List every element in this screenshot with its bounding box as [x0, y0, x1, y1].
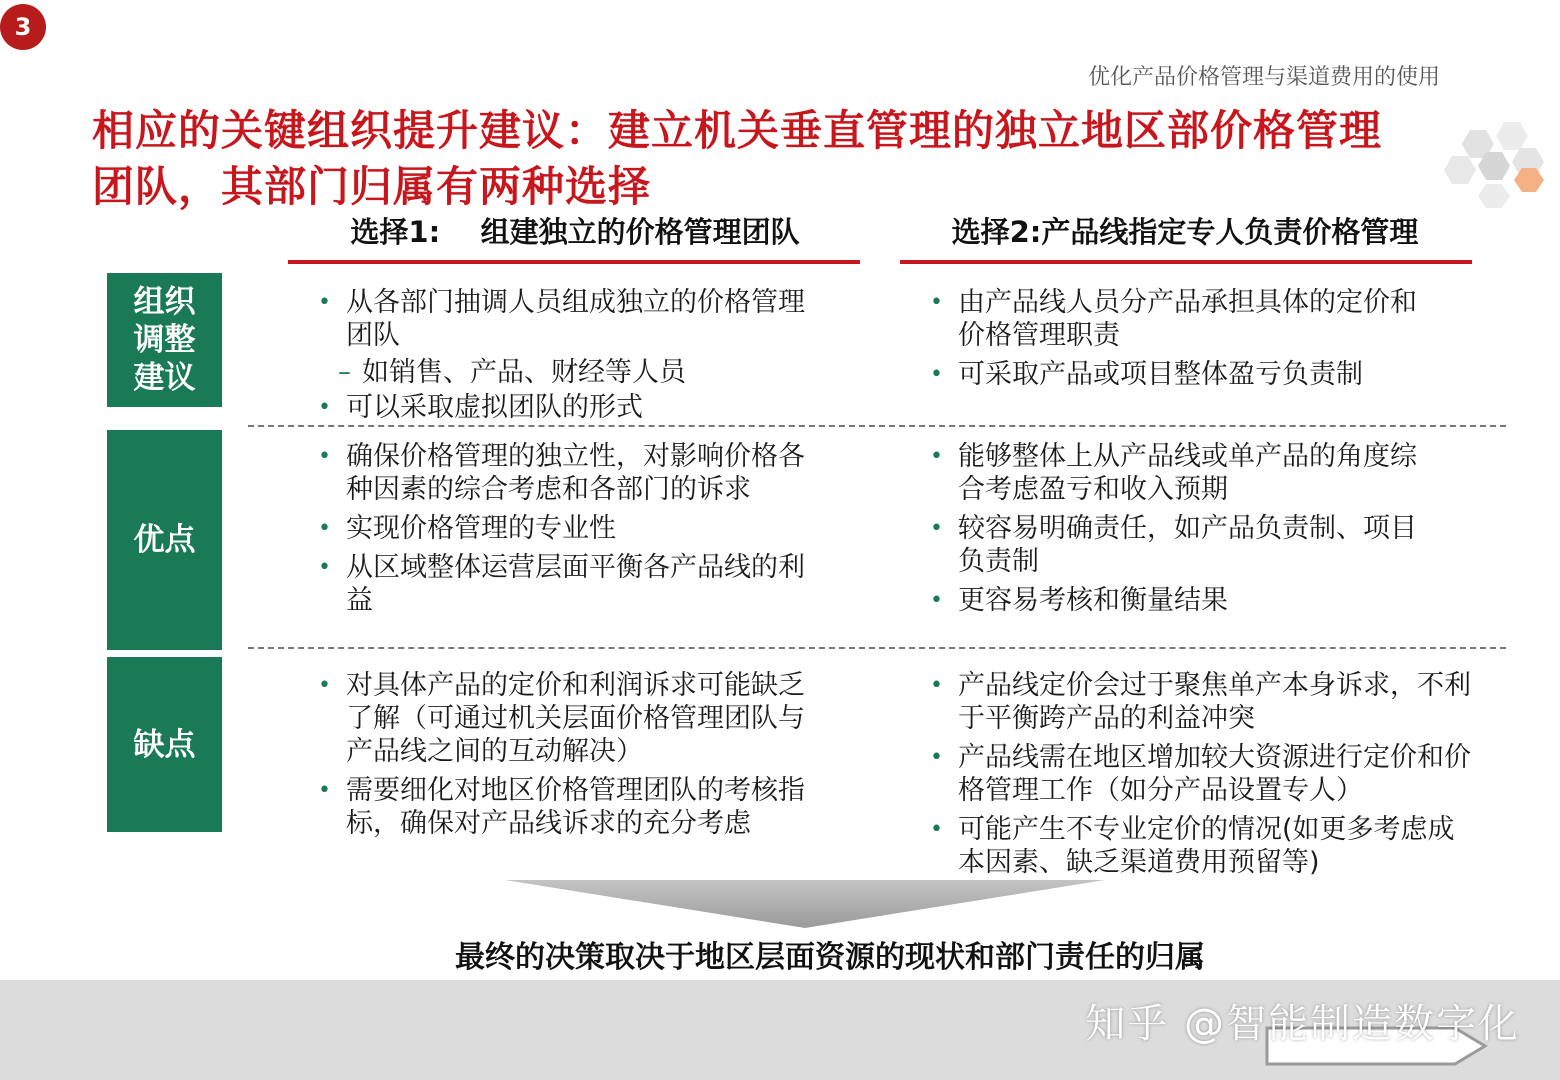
list-item: • 由产品线人员分产品承担具体的定价和价格管理职责 [930, 286, 1440, 352]
list-item: • 对具体产品的定价和利润诉求可能缺乏了解（可通过机关层面价格管理团队与产品线之间的互动解决） [318, 669, 823, 768]
list-item: • 能够整体上从产品线或单产品的角度综合考虑盈亏和收入预期 [930, 440, 1440, 506]
list-item: • 产品线需在地区增加较大资源进行定价和价格管理工作（如分产品设置专人） [930, 741, 1475, 807]
cons-option-2-cell [930, 669, 1475, 885]
list-item: • 从各部门抽调人员组成独立的价格管理团队 [318, 286, 823, 352]
row-label-organization: 组织调整建议 [107, 273, 222, 407]
pros-option-2-cell [930, 440, 1440, 623]
organization-option-2-cell [930, 286, 1440, 397]
list-item: • 确保价格管理的独立性，对影响价格各种因素的综合考虑和各部门的诉求 [318, 440, 823, 506]
cons-option-1-cell [318, 669, 823, 846]
hexagon-logo-icon [1440, 118, 1550, 213]
watermark-text: 知乎 @智能制造数字化 [1085, 1001, 1520, 1047]
option-2-heading: 选择2:产品线指定专人负责价格管理 [951, 215, 1419, 249]
slide-title: 相应的关键组织提升建议：建立机关垂直管理的独立地区部价格管理团队，其部门归属有两种选择 [92, 106, 1383, 211]
row-label-cons: 缺点 [107, 657, 222, 832]
list-item: • 实现价格管理的专业性 [318, 512, 823, 545]
list-item: • 可能产生不专业定价的情况(如更多考虑成本因素、缺乏渠道费用预留等) [930, 813, 1475, 879]
pros-option-1-cell [318, 440, 823, 623]
list-item: • 更容易考核和衡量结果 [930, 584, 1440, 617]
option-1-heading: 选择1: 组建独立的价格管理团队 [350, 215, 800, 249]
row-separator [248, 647, 1506, 649]
row-label-pros: 优点 [107, 430, 222, 650]
list-item: • 可采取产品或项目整体盈亏负责制 [930, 358, 1440, 391]
slide-topic: 优化产品价格管理与渠道费用的使用 [1087, 65, 1440, 90]
list-sub-item: – 如销售、产品、财经等人员 [318, 356, 823, 389]
list-item: • 从区域整体运营层面平衡各产品线的利益 [318, 551, 823, 617]
down-arrow-icon [505, 880, 1105, 930]
list-item: • 产品线定价会过于聚焦单产本身诉求，不利于平衡跨产品的利益冲突 [930, 669, 1475, 735]
list-item: • 较容易明确责任，如产品负责制、项目负责制 [930, 512, 1440, 578]
slide-number-badge: 3 [0, 4, 46, 50]
final-decision-text: 最终的决策取决于地区层面资源的现状和部门责任的归属 [455, 940, 1205, 975]
option-2-underline [900, 260, 1472, 264]
list-item: • 可以采取虚拟团队的形式 [318, 391, 823, 424]
organization-option-1-cell [318, 286, 823, 430]
list-item: • 需要细化对地区价格管理团队的考核指标，确保对产品线诉求的充分考虑 [318, 774, 823, 840]
option-1-underline [288, 260, 860, 264]
